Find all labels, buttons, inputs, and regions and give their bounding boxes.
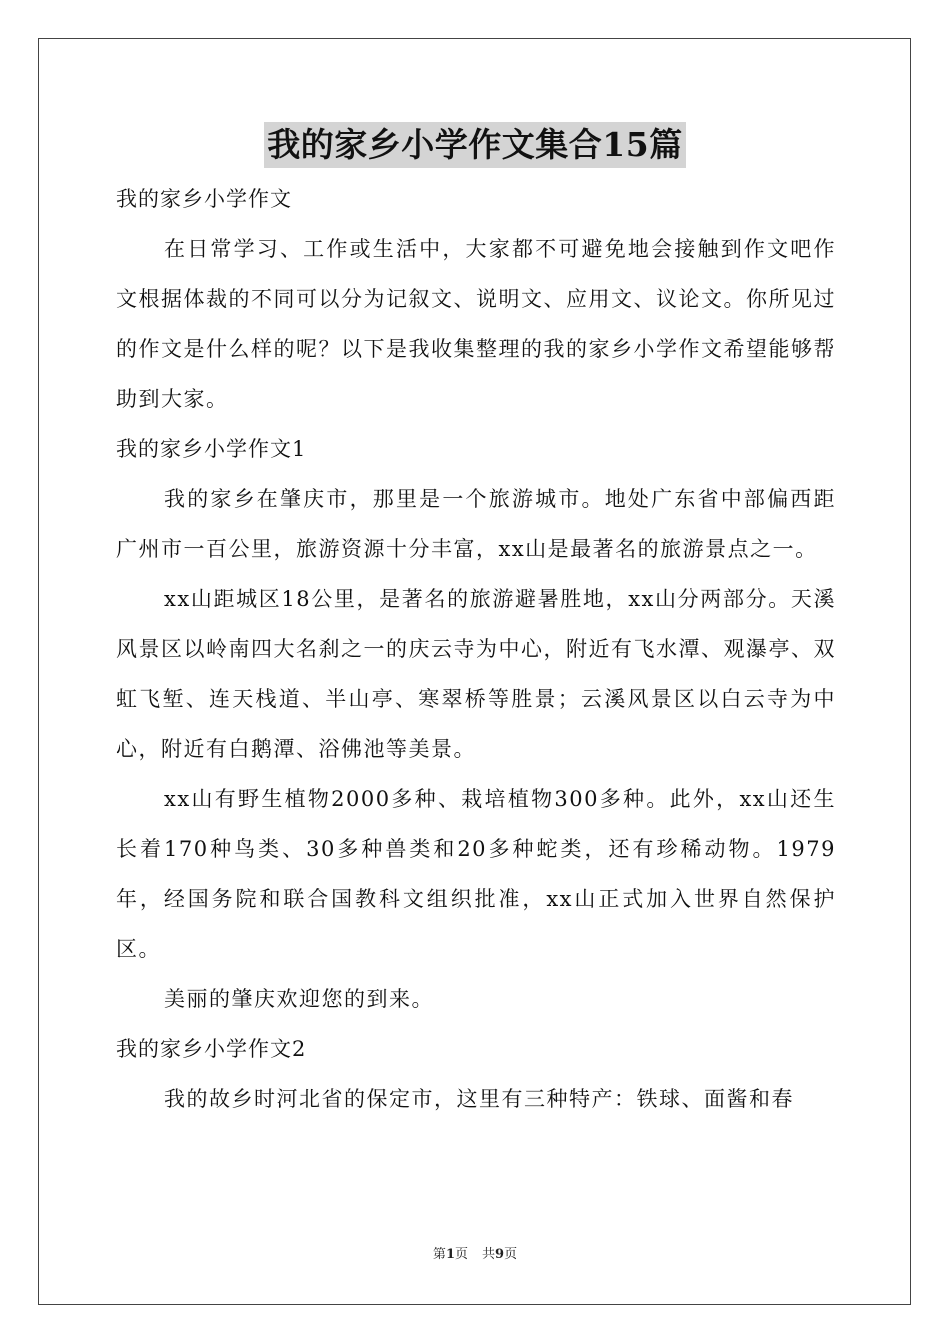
section-heading: 我的家乡小学作文2 (116, 1037, 307, 1061)
body-paragraph: 我的家乡在肇庆市，那里是一个旅游城市。地处广东省中部偏西距广州市一百公里，旅游资源十分丰富，xx山是最著名的旅游景点之一。 (116, 487, 836, 561)
body-paragraph: 在日常学习、工作或生活中，大家都不可避免地会接触到作文吧作文根据体裁的不同可以分为记叙文、说明文、应用文、议论文。你所见过的作文是什么样的呢？以下是我收集整理的我的家乡小学作文希望能够帮助到大家。 (116, 237, 836, 411)
document-title: 我的家乡小学作文集合15篇 (264, 122, 685, 168)
body-paragraph: 美丽的肇庆欢迎您的到来。 (164, 987, 434, 1011)
body-paragraph: 我的故乡时河北省的保定市，这里有三种特产：铁球、面酱和春 (164, 1087, 794, 1111)
page-number: 第1页 (432, 1247, 468, 1262)
body-paragraph: xx山距城区18公里，是著名的旅游避暑胜地，xx山分两部分。天溪风景区以岭南四大名刹之一的庆云寺为中心，附近有飞水潭、观瀑亭、双虹飞堑、连天栈道、半山亭、寒翠桥等胜景；云溪风景区以白云寺为中心，附近有白鹅潭、浴佛池等美景。 (116, 587, 836, 761)
section-heading: 我的家乡小学作文 (116, 187, 292, 211)
section-heading: 我的家乡小学作文1 (116, 437, 307, 461)
page-footer (0, 1246, 950, 1264)
body-paragraph: xx山有野生植物2000多种、栽培植物300多种。此外，xx山还生长着170种鸟类、30多种兽类和20多种蛇类，还有珍稀动物。1979年，经国务院和联合国教科文组织批准，xx山正式加入世界自然保护区。 (116, 787, 836, 961)
title-area (0, 122, 950, 168)
document-body (116, 174, 836, 1124)
page-total: 共9页 (482, 1247, 518, 1262)
